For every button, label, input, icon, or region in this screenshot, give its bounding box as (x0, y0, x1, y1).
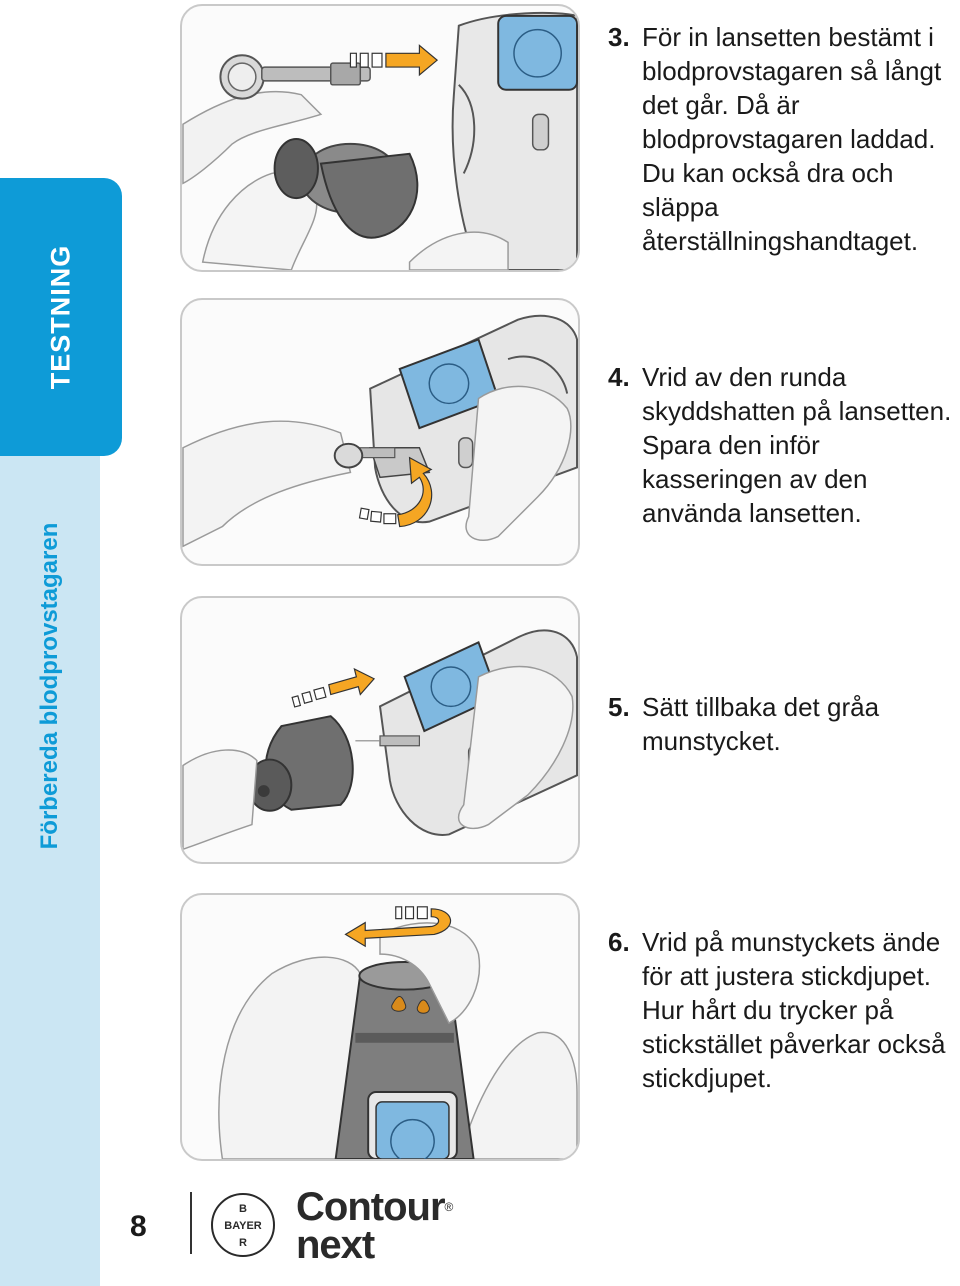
logo-word: BAYER (224, 1220, 262, 1232)
brand-name (296, 1185, 453, 1267)
illustration-insert-lancet (180, 4, 580, 272)
illustration-twist-cap (180, 298, 580, 566)
step-number: 5. (608, 692, 630, 722)
step-3 (608, 20, 958, 258)
step-text: Sätt tillbaka det gråa munstycket. (642, 692, 880, 756)
footer-divider (190, 1192, 192, 1254)
twist-cap-drawing (182, 300, 578, 564)
step-4 (608, 360, 958, 530)
bayer-logo (210, 1192, 276, 1258)
brand-line-1: Contour® (296, 1185, 453, 1229)
page-number: 8 (130, 1210, 147, 1243)
insert-lancet-drawing (182, 6, 578, 270)
replace-cap-drawing (182, 598, 578, 862)
step-text: För in lansetten bestämt i blodprovstagaren så långt det går. Då är blodprovstagaren laddad. Du kan också dra och släppa återställningshandtaget. (642, 22, 942, 256)
twist-depth-drawing (182, 895, 578, 1159)
logo-letter-top: B (239, 1203, 247, 1215)
step-5 (608, 690, 958, 758)
section-tab-label: Förbereda blodprovstagaren (36, 522, 63, 850)
step-text: Vrid på munstyckets ände för att justera stickdjupet. Hur hårt du trycker på stickstället påverkar också stickdjupet. (642, 927, 946, 1093)
illustration-replace-cap (180, 596, 580, 864)
step-number: 3. (608, 22, 630, 52)
step-text: Vrid av den runda skyddshatten på lansetten. Spara den inför kasseringen av den använda lansetten. (642, 362, 952, 528)
logo-letter-bottom: R (239, 1237, 247, 1249)
side-strip-top (0, 0, 100, 178)
tab-testning-label: TESTNING (45, 244, 76, 390)
step-number: 4. (608, 362, 630, 392)
illustration-twist-depth (180, 893, 580, 1161)
brand-line-2: next (296, 1223, 375, 1267)
step-number: 6. (608, 927, 630, 957)
step-6 (608, 925, 958, 1095)
attach-arrow-icon (292, 669, 374, 707)
